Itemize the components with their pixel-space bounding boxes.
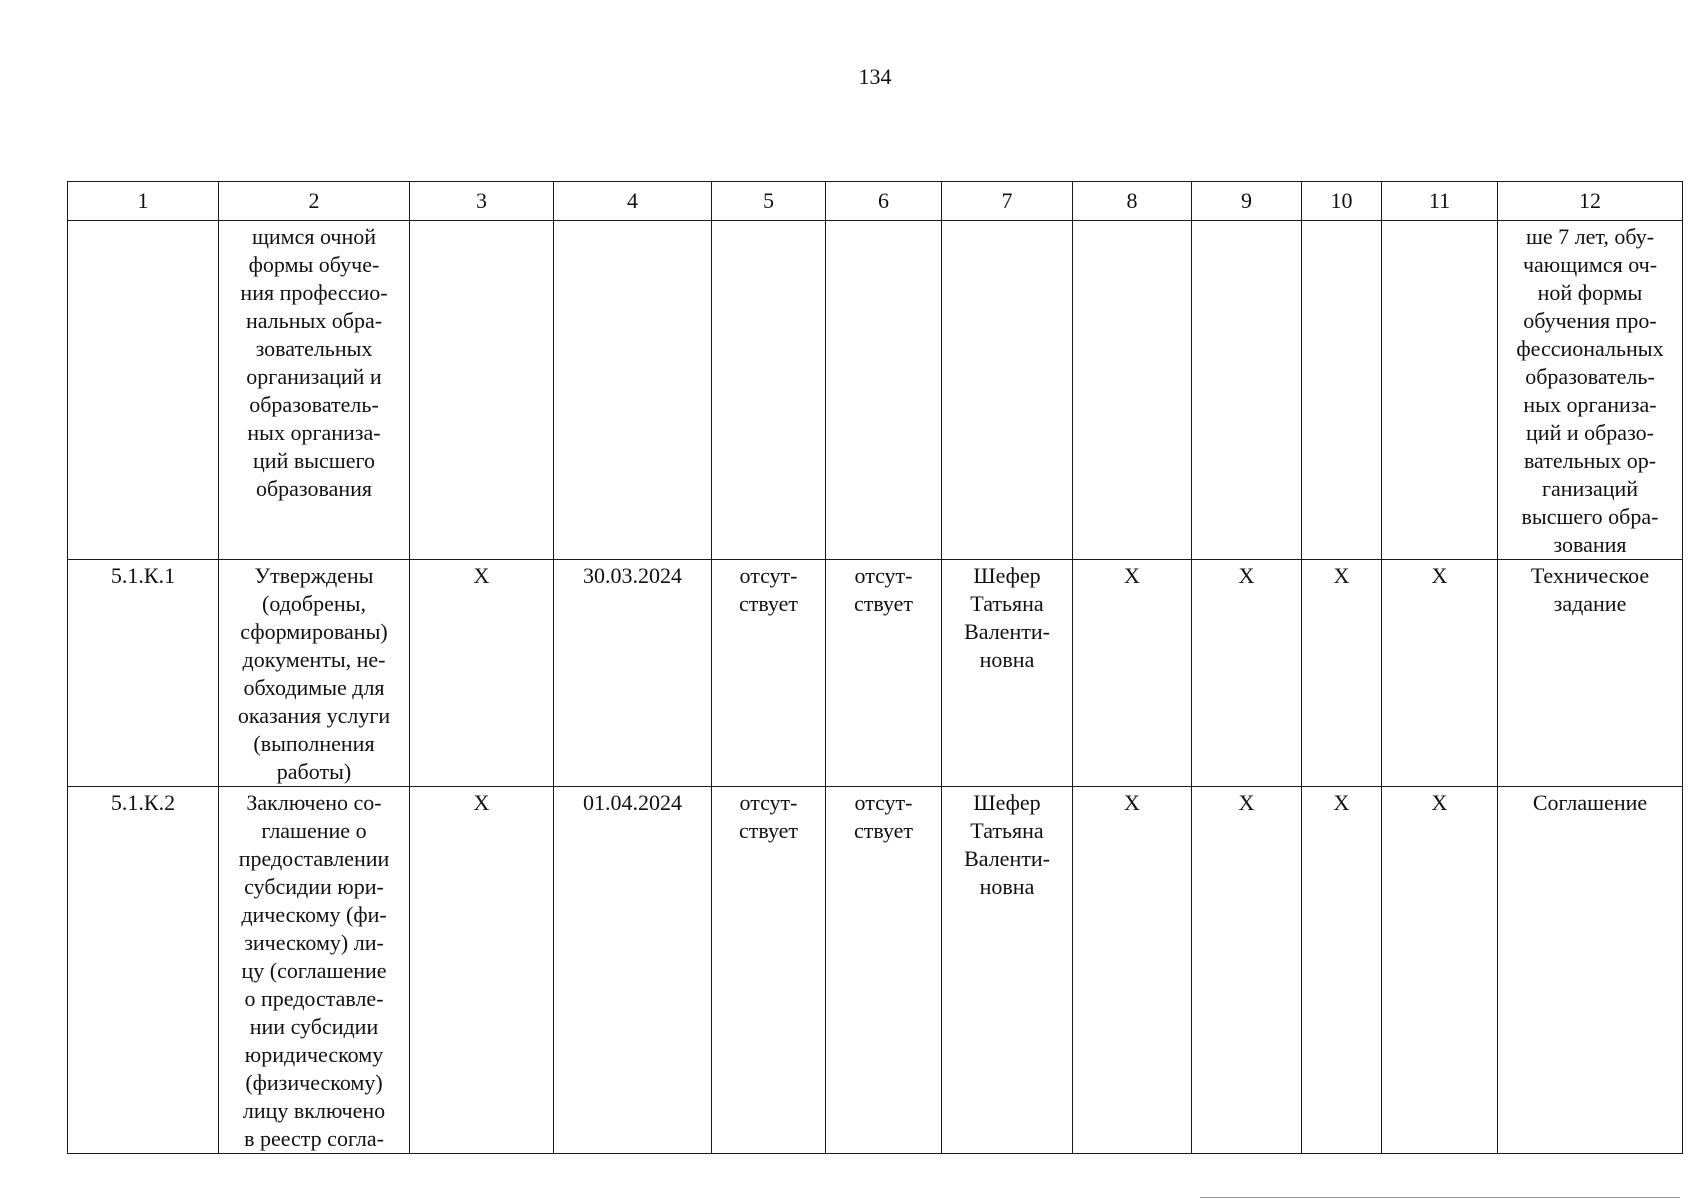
table-cell xyxy=(826,560,942,787)
column-header-9: 9 xyxy=(1192,182,1302,221)
cell-col6: отсут- ствует xyxy=(853,790,914,843)
table-row-continuation xyxy=(68,221,1683,560)
table-cell xyxy=(1382,787,1498,1154)
document-table xyxy=(67,181,1683,1154)
cell-col5: отсут- ствует xyxy=(738,563,799,616)
cell-col3: X xyxy=(473,563,490,588)
table-cell xyxy=(942,221,1073,560)
table-cell xyxy=(942,787,1073,1154)
cell-col11: X xyxy=(1431,790,1448,815)
table-cell xyxy=(1073,221,1192,560)
table-row-5-1-k-1 xyxy=(68,560,1683,787)
cell-col9: X xyxy=(1238,790,1255,815)
page-number: 134 xyxy=(858,64,892,89)
table-cell xyxy=(1192,221,1302,560)
table-cell xyxy=(826,221,942,560)
cell-col9: X xyxy=(1238,563,1255,588)
cell-number: 5.1.К.1 xyxy=(110,563,176,588)
table-cell xyxy=(1498,560,1683,787)
column-header-4: 4 xyxy=(554,182,712,221)
cell-col3: X xyxy=(473,790,490,815)
column-header-3: 3 xyxy=(410,182,554,221)
cell-document: ше 7 лет, обу- чающимся оч- ной формы обучения про- фессиональных образователь- ных организа- ций и образо- вательных ор- ганизаций высшего обра- зования xyxy=(1516,224,1664,557)
column-header-2: 2 xyxy=(219,182,410,221)
table-cell xyxy=(410,787,554,1154)
column-header-11: 11 xyxy=(1382,182,1498,221)
cell-col8: X xyxy=(1124,563,1140,588)
column-header-5: 5 xyxy=(712,182,826,221)
cell-col10: X xyxy=(1333,790,1350,815)
cell-date: 01.04.2024 xyxy=(583,790,682,815)
table-cell xyxy=(1192,560,1302,787)
cell-col6: отсут- ствует xyxy=(853,563,914,616)
table-cell xyxy=(554,221,712,560)
cell-col10: X xyxy=(1333,563,1350,588)
cell-col8: X xyxy=(1124,790,1140,815)
table-cell xyxy=(942,560,1073,787)
table-cell xyxy=(554,560,712,787)
table-header-row xyxy=(68,182,1683,221)
table-row-5-1-k-2 xyxy=(68,787,1683,1154)
column-header-1: 1 xyxy=(68,182,219,221)
table-cell xyxy=(219,221,410,560)
cell-responsible: Шефер Татьяна Валенти- новна xyxy=(964,790,1050,899)
cell-date: 30.03.2024 xyxy=(583,563,682,588)
column-header-8: 8 xyxy=(1073,182,1192,221)
cell-description: Утверждены (одобрены, сформированы) документы, не- обходимые для оказания услуги (выполнения работы) xyxy=(237,563,391,784)
table-cell xyxy=(410,221,554,560)
cell-description: щимся очной формы обуче- ния профессио- нальных обра- зовательных организаций и образователь- ных организа- ций высшего образования xyxy=(240,224,388,501)
table-cell xyxy=(68,560,219,787)
table-cell xyxy=(826,787,942,1154)
cell-number: 5.1.К.2 xyxy=(110,790,176,815)
column-header-6: 6 xyxy=(826,182,942,221)
scan-artifact-line xyxy=(1200,1197,1680,1198)
table-cell xyxy=(1302,560,1382,787)
column-header-7: 7 xyxy=(942,182,1073,221)
table-cell xyxy=(712,787,826,1154)
table-cell xyxy=(1382,560,1498,787)
table-cell xyxy=(712,221,826,560)
table-cell xyxy=(1073,560,1192,787)
table-cell xyxy=(1302,221,1382,560)
cell-document: Соглашение xyxy=(1532,790,1648,815)
table-cell xyxy=(554,787,712,1154)
table-cell xyxy=(68,787,219,1154)
cell-col11: X xyxy=(1431,563,1448,588)
table-cell xyxy=(219,560,410,787)
table-cell xyxy=(1382,221,1498,560)
table-cell xyxy=(712,560,826,787)
cell-document: Техническое задание xyxy=(1530,563,1650,616)
cell-responsible: Шефер Татьяна Валенти- новна xyxy=(964,563,1050,672)
table-cell xyxy=(410,560,554,787)
table-cell xyxy=(1498,221,1683,560)
table-cell xyxy=(1192,787,1302,1154)
table-cell xyxy=(219,787,410,1154)
column-header-12: 12 xyxy=(1498,182,1683,221)
table-cell xyxy=(1302,787,1382,1154)
cell-description: Заключено со- глашение о предоставлении субсидии юри- дическому (фи- зическому) ли- цу (соглашение о предоставле- нии субсидии юридическому (физическому) лицу включено в реестр согла- xyxy=(238,790,390,1151)
column-header-10: 10 xyxy=(1302,182,1382,221)
table-cell xyxy=(68,221,219,560)
table-cell xyxy=(1073,787,1192,1154)
table-cell xyxy=(1498,787,1683,1154)
cell-col5: отсут- ствует xyxy=(738,790,799,843)
